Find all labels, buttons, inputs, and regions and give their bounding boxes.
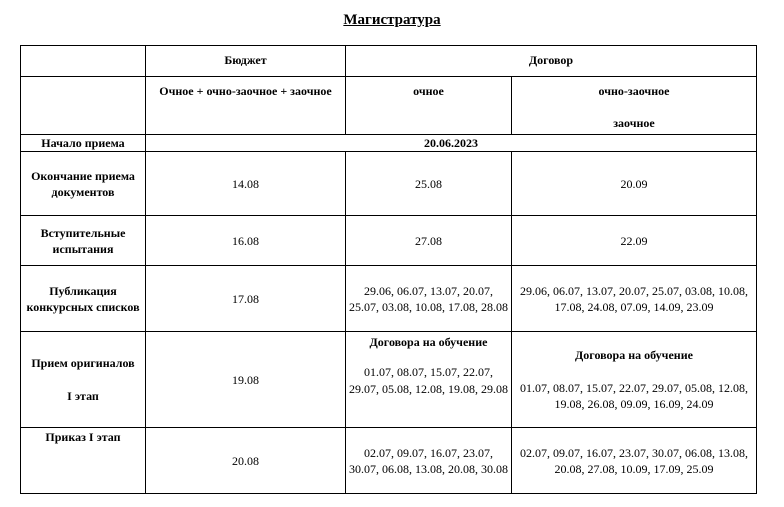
header-row-1 xyxy=(21,46,757,77)
order-full: 02.07, 09.07, 16.07, 23.07, 30.07, 06.08, 13.08, 20.08, 30.08 xyxy=(346,428,512,494)
contract-part-line1: очно-заочное xyxy=(598,84,670,98)
lists-row xyxy=(21,266,757,332)
page-title: Магистратура xyxy=(343,12,441,28)
empty-corner xyxy=(21,46,146,77)
originals-part xyxy=(512,332,757,428)
originals-full-note: Договора на обучение xyxy=(369,335,488,350)
docs-end-row xyxy=(21,152,757,216)
start-row xyxy=(21,135,757,152)
originals-label-line1: Прием оригиналов xyxy=(31,356,135,371)
budget-forms-header: Очное + очно-заочное + заочное xyxy=(146,77,346,135)
order-row xyxy=(21,428,757,494)
budget-header: Бюджет xyxy=(146,46,346,77)
originals-label-line2: I этап xyxy=(67,388,99,403)
contract-part-header xyxy=(512,77,757,135)
docs-end-part: 20.09 xyxy=(512,152,757,216)
exams-full: 27.08 xyxy=(346,216,512,266)
docs-end-budget: 14.08 xyxy=(146,152,346,216)
contract-header: Договор xyxy=(346,46,757,77)
contract-part-line2: заочное xyxy=(613,116,655,131)
start-value: 20.06.2023 xyxy=(146,135,757,152)
lists-full: 29.06, 06.07, 13.07, 20.07, 25.07, 03.08, 10.08, 17.08, 28.08 xyxy=(346,266,512,332)
originals-full-dates: 01.07, 08.07, 15.07, 22.07, 29.07, 05.08, 12.08, 19.08, 29.08 xyxy=(349,365,508,396)
originals-row xyxy=(21,332,757,428)
start-label: Начало приема xyxy=(21,135,146,152)
lists-budget: 17.08 xyxy=(146,266,346,332)
originals-budget: 19.08 xyxy=(146,332,346,428)
exams-budget: 16.08 xyxy=(146,216,346,266)
originals-part-dates: 01.07, 08.07, 15.07, 22.07, 29.07, 05.08, 12.08, 19.08, 26.08, 09.09, 16.09, 24.09 xyxy=(520,380,748,411)
admission-table xyxy=(20,45,757,494)
order-part: 02.07, 09.07, 16.07, 23.07, 30.07, 06.08, 13.08, 20.08, 27.08, 10.09, 17.09, 25.09 xyxy=(512,428,757,494)
originals-full xyxy=(346,332,512,428)
exams-part: 22.09 xyxy=(512,216,757,266)
order-label: Приказ I этап xyxy=(21,428,146,494)
exams-label: Вступительные испытания xyxy=(21,216,146,266)
header-row-2 xyxy=(21,77,757,135)
originals-label xyxy=(21,332,146,428)
exams-row xyxy=(21,216,757,266)
order-budget: 20.08 xyxy=(146,428,346,494)
lists-label: Публикация конкурсных списков xyxy=(21,266,146,332)
docs-end-label: Окончание приема документов xyxy=(21,152,146,216)
originals-part-note: Договора на обучение xyxy=(575,348,693,363)
docs-end-full: 25.08 xyxy=(346,152,512,216)
contract-full-header: очное xyxy=(346,77,512,135)
empty-corner-2 xyxy=(21,77,146,135)
lists-part: 29.06, 06.07, 13.07, 20.07, 25.07, 03.08, 10.08, 17.08, 24.08, 07.09, 14.09, 23.09 xyxy=(512,266,757,332)
